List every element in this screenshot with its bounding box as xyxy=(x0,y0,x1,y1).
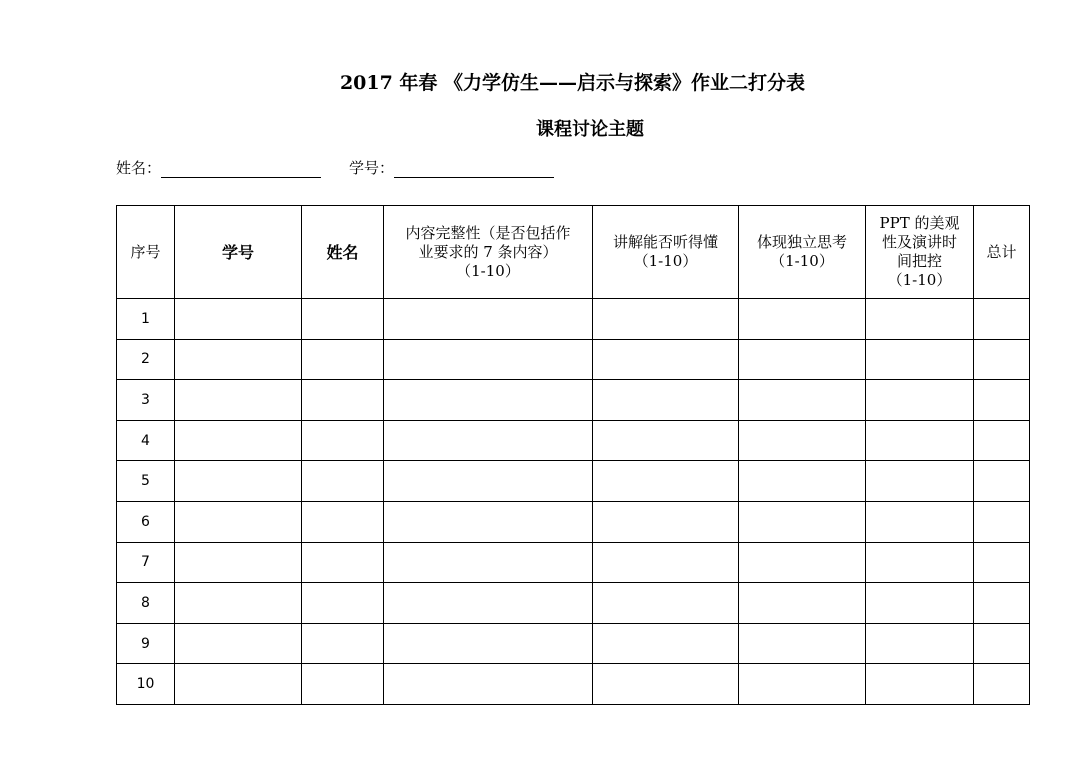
table-row xyxy=(117,420,1030,461)
score-entry-cell[interactable] xyxy=(175,299,302,340)
score-entry-cell[interactable] xyxy=(175,623,302,664)
table-row xyxy=(117,623,1030,664)
score-entry-cell[interactable] xyxy=(384,542,593,583)
name-blank-field[interactable] xyxy=(161,159,321,178)
header-line: （1-10） xyxy=(770,252,834,270)
score-entry-cell[interactable] xyxy=(175,339,302,380)
header-total xyxy=(974,206,1030,299)
score-entry-cell[interactable] xyxy=(175,583,302,624)
score-entry-cell[interactable] xyxy=(974,542,1030,583)
table-body xyxy=(117,299,1030,705)
header-line: PPT 的美观 xyxy=(879,214,960,232)
score-entry-cell[interactable] xyxy=(974,664,1030,705)
score-entry-cell[interactable] xyxy=(593,299,739,340)
score-entry-cell[interactable] xyxy=(866,664,974,705)
score-entry-cell[interactable] xyxy=(974,461,1030,502)
header-independent-thinking xyxy=(739,206,866,299)
header-line: 业要求的 7 条内容） xyxy=(418,242,558,261)
score-entry-cell[interactable] xyxy=(739,542,866,583)
score-entry-cell[interactable] xyxy=(866,339,974,380)
row-index-cell: 10 xyxy=(117,664,175,705)
table-row xyxy=(117,461,1030,502)
header-line: 间把控 xyxy=(896,252,942,270)
score-entry-cell[interactable] xyxy=(739,380,866,421)
score-entry-cell[interactable] xyxy=(175,420,302,461)
header-line: 姓名 xyxy=(326,242,359,262)
score-entry-cell[interactable] xyxy=(384,420,593,461)
table-row xyxy=(117,664,1030,705)
score-entry-cell[interactable] xyxy=(974,420,1030,461)
score-entry-cell[interactable] xyxy=(593,583,739,624)
header-student-id xyxy=(175,206,302,299)
score-entry-cell[interactable] xyxy=(974,583,1030,624)
score-entry-cell[interactable] xyxy=(974,339,1030,380)
score-entry-cell[interactable] xyxy=(302,461,384,502)
score-entry-cell[interactable] xyxy=(302,583,384,624)
score-entry-cell[interactable] xyxy=(302,299,384,340)
score-entry-cell[interactable] xyxy=(593,420,739,461)
score-entry-cell[interactable] xyxy=(175,380,302,421)
row-index-cell: 8 xyxy=(117,583,175,624)
score-entry-cell[interactable] xyxy=(384,623,593,664)
score-entry-cell[interactable] xyxy=(593,664,739,705)
score-entry-cell[interactable] xyxy=(593,501,739,542)
score-entry-cell[interactable] xyxy=(866,623,974,664)
student-id-blank-field[interactable] xyxy=(394,159,554,178)
score-entry-cell[interactable] xyxy=(302,501,384,542)
table-row xyxy=(117,299,1030,340)
header-line: 序号 xyxy=(130,242,161,261)
table-row xyxy=(117,542,1030,583)
score-entry-cell[interactable] xyxy=(866,542,974,583)
student-id-label: 学号： xyxy=(349,159,395,177)
score-entry-cell[interactable] xyxy=(175,461,302,502)
header-line: （1-10） xyxy=(887,271,952,289)
row-index-cell: 3 xyxy=(117,380,175,421)
score-entry-cell[interactable] xyxy=(974,299,1030,340)
score-entry-cell[interactable] xyxy=(384,501,593,542)
score-entry-cell[interactable] xyxy=(175,542,302,583)
score-table xyxy=(116,205,1030,705)
score-entry-cell[interactable] xyxy=(974,623,1030,664)
score-entry-cell[interactable] xyxy=(866,380,974,421)
score-entry-cell[interactable] xyxy=(739,299,866,340)
score-entry-cell[interactable] xyxy=(739,623,866,664)
score-entry-cell[interactable] xyxy=(384,339,593,380)
row-index-cell: 1 xyxy=(117,299,175,340)
score-entry-cell[interactable] xyxy=(384,380,593,421)
score-entry-cell[interactable] xyxy=(175,664,302,705)
document-subtitle: 课程讨论主题 xyxy=(536,119,644,140)
header-content-completeness xyxy=(384,206,593,299)
score-entry-cell[interactable] xyxy=(384,583,593,624)
score-entry-cell[interactable] xyxy=(384,461,593,502)
score-entry-cell[interactable] xyxy=(302,420,384,461)
document-title: 2017 年春 《力学仿生——启示与探索》作业二打分表 xyxy=(339,72,806,94)
header-line: 讲解能否听得懂 xyxy=(612,233,718,251)
score-entry-cell[interactable] xyxy=(593,461,739,502)
name-label: 姓名： xyxy=(116,159,162,177)
header-name xyxy=(302,206,384,299)
score-entry-cell[interactable] xyxy=(593,339,739,380)
score-entry-cell[interactable] xyxy=(302,339,384,380)
score-entry-cell[interactable] xyxy=(302,380,384,421)
header-line: 体现独立思考 xyxy=(756,233,847,251)
score-entry-cell[interactable] xyxy=(593,380,739,421)
header-line: 内容完整性（是否包括作 xyxy=(405,223,571,242)
score-entry-cell[interactable] xyxy=(739,501,866,542)
score-entry-cell[interactable] xyxy=(175,501,302,542)
score-entry-cell[interactable] xyxy=(302,542,384,583)
header-line: 总计 xyxy=(986,242,1017,261)
score-entry-cell[interactable] xyxy=(302,623,384,664)
score-entry-cell[interactable] xyxy=(593,542,739,583)
score-entry-cell[interactable] xyxy=(866,461,974,502)
score-entry-cell[interactable] xyxy=(593,623,739,664)
score-entry-cell[interactable] xyxy=(866,501,974,542)
header-line: 学号 xyxy=(221,242,254,262)
score-entry-cell[interactable] xyxy=(866,299,974,340)
table-row xyxy=(117,583,1030,624)
header-ppt-time xyxy=(866,206,974,299)
score-entry-cell[interactable] xyxy=(866,420,974,461)
score-entry-cell[interactable] xyxy=(384,664,593,705)
score-entry-cell[interactable] xyxy=(739,664,866,705)
table-row xyxy=(117,501,1030,542)
score-entry-cell[interactable] xyxy=(866,583,974,624)
row-index-cell: 9 xyxy=(117,623,175,664)
score-entry-cell[interactable] xyxy=(384,299,593,340)
row-index-cell: 7 xyxy=(117,542,175,583)
score-entry-cell[interactable] xyxy=(974,501,1030,542)
student-info-line xyxy=(116,157,582,178)
header-line: 性及演讲时 xyxy=(881,233,957,251)
score-entry-cell[interactable] xyxy=(739,461,866,502)
row-index-cell: 2 xyxy=(117,339,175,380)
score-entry-cell[interactable] xyxy=(739,583,866,624)
score-entry-cell[interactable] xyxy=(974,380,1030,421)
header-line: （1-10） xyxy=(633,252,698,270)
score-entry-cell[interactable] xyxy=(739,420,866,461)
row-index-cell: 4 xyxy=(117,420,175,461)
table-row xyxy=(117,339,1030,380)
score-entry-cell[interactable] xyxy=(739,339,866,380)
header-clarity xyxy=(593,206,739,299)
header-index xyxy=(117,206,175,299)
table-header-row xyxy=(117,206,1030,299)
row-index-cell: 5 xyxy=(117,461,175,502)
score-entry-cell[interactable] xyxy=(302,664,384,705)
header-line: （1-10） xyxy=(456,261,520,280)
row-index-cell: 6 xyxy=(117,501,175,542)
table-row xyxy=(117,380,1030,421)
